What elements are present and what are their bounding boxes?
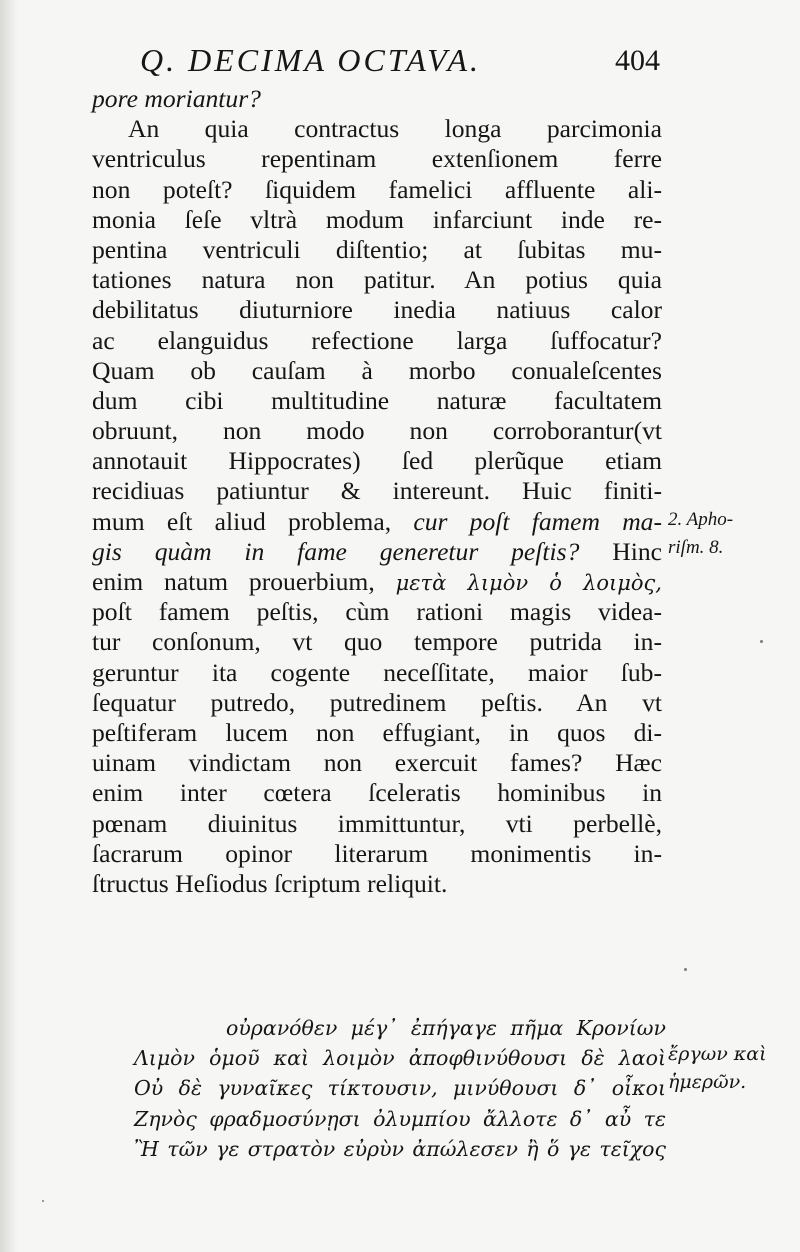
paper-speck bbox=[42, 1200, 44, 1202]
body-text bbox=[92, 84, 662, 899]
text-line: ac elanguidus refectione larga ſuffocatur? bbox=[92, 325, 662, 355]
text-line: debilitatus diuturniore inedia natiuus calor bbox=[92, 295, 662, 325]
margin-note-line: riſm. 8. bbox=[668, 537, 724, 558]
paper-speck bbox=[684, 968, 687, 971]
text-line: pœnam diuinitus immittuntur, vti perbellè, bbox=[92, 808, 662, 838]
greek-verse-line: Ζηνὸς φραδμοσύνῃσι ὀλυμπίου ἄλλοτε δ᾽ αὖ τε bbox=[134, 1106, 666, 1131]
text-line: uinam vindictam non exercuit fames? Hæc bbox=[92, 748, 662, 778]
text-line: ſequatur putredo, putredinem peſtis. An vt bbox=[92, 687, 662, 717]
text-line: peſtiferam lucem non effugiant, in quos di- bbox=[92, 717, 662, 747]
text-line: ſtructus Heſiodus ſcriptum reliquit. bbox=[92, 868, 448, 898]
text-line: monia ſeſe vltrà modum infarciunt inde re- bbox=[92, 204, 662, 234]
margin-note-line: 2. Apho- bbox=[668, 509, 734, 530]
text-line: obruunt, non modo non corroborantur(vt bbox=[92, 416, 662, 446]
greek-proverb: μετὰ λιμὸν ὁ λοιμὸς, bbox=[395, 571, 662, 595]
paper-speck bbox=[760, 640, 763, 643]
text-segment: mum eſt aliud problema, bbox=[92, 506, 392, 536]
text-line: poſt famem peſtis, cùm rationi magis videa- bbox=[92, 597, 662, 627]
text-line: recidiuas patiuntur & intereunt. Huic finiti- bbox=[92, 476, 662, 506]
text-line: annotauit Hippocrates) ſed plerũque etiam bbox=[92, 446, 662, 476]
text-line-mixed bbox=[92, 537, 662, 567]
text-line: geruntur ita cogente neceſſitate, maior ſub- bbox=[92, 657, 662, 687]
text-line: pentina ventriculi diſtentio; at ſubitas mu- bbox=[92, 234, 662, 264]
greek-verse-line: Λιμὸν ὁμοῦ καὶ λοιμὸν ἀποφθινύθουσι δὲ λαοὶ bbox=[134, 1046, 666, 1071]
margin-note-aphorism bbox=[668, 506, 733, 562]
text-line: tur conſonum, vt quo tempore putrida in- bbox=[92, 627, 662, 657]
greek-verse-line: Ἢ τῶν γε στρατὸν εὐρὺν ἀπώλεσεν ἢ ὅ γε τεῖχος bbox=[134, 1136, 666, 1161]
text-line: ſacrarum opinor literarum monimentis in- bbox=[92, 838, 662, 868]
margin-note-line: ἔργων καὶ bbox=[668, 1043, 767, 1065]
text-line: non poteſt? ſiquidem famelici affluente ali- bbox=[92, 174, 662, 204]
text-line: ventriculus repentinam extenſionem ferre bbox=[92, 144, 662, 174]
text-line-mixed bbox=[92, 567, 662, 597]
problem-title-segment: gis quàm in fame generetur peſtis? bbox=[92, 536, 580, 566]
greek-verse-line: οὐρανόθεν μέγ᾽ ἐπήγαγε πῆμα Κρονίων bbox=[226, 1016, 666, 1040]
text-line: dum cibi multitudine naturæ facultatem bbox=[92, 385, 662, 415]
margin-note-line: ἡμερῶν. bbox=[668, 1071, 747, 1093]
margin-note-source bbox=[668, 1040, 767, 1096]
text-segment: enim natum prouerbium, bbox=[92, 567, 375, 596]
text-line: enim inter cœtera ſceleratis hominibus in bbox=[92, 778, 662, 808]
page-number: 404 bbox=[615, 44, 660, 77]
text-line: tationes natura non patitur. An potius quia bbox=[92, 265, 662, 295]
text-line: An quia contractus longa parcimonia bbox=[128, 114, 662, 144]
text-line: Quam ob cauſam à morbo conualeſcentes bbox=[92, 355, 662, 385]
greek-verse-line: Οὐ δὲ γυναῖκες τίκτουσιν, μινύθουσι δ᾽ οἶκοι bbox=[134, 1076, 666, 1101]
page-edge-shadow bbox=[0, 0, 18, 1252]
greek-verse-block bbox=[134, 1013, 666, 1164]
problem-title-segment: cur poſt famem ma- bbox=[413, 506, 662, 536]
text-line-mixed bbox=[92, 507, 662, 537]
text-segment: Hinc bbox=[612, 536, 662, 566]
text-line: pore moriantur? bbox=[92, 84, 261, 113]
running-head bbox=[140, 42, 660, 82]
running-title: Q. DECIMA OCTAVA. bbox=[140, 42, 481, 78]
